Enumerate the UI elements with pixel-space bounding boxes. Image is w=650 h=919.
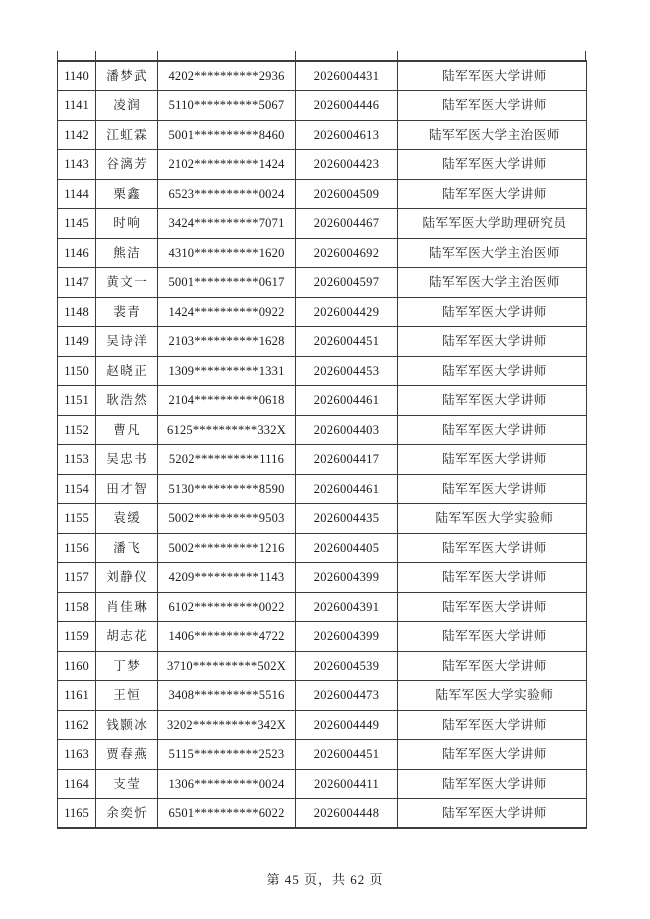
table-row xyxy=(58,327,587,357)
title-cell: 陆军军医大学讲师 xyxy=(398,297,587,327)
admission-number-cell: 2026004539 xyxy=(296,651,398,681)
name-cell: 江虹霖 xyxy=(96,120,158,150)
seq-cell: 1153 xyxy=(58,445,96,475)
name-cell: 钱颢冰 xyxy=(96,710,158,740)
name-cell: 胡志花 xyxy=(96,622,158,652)
seq-cell: 1144 xyxy=(58,179,96,209)
admission-number-cell: 2026004391 xyxy=(296,592,398,622)
id-number-cell: 4202**********2936 xyxy=(158,61,296,91)
id-number-cell: 6102**********0022 xyxy=(158,592,296,622)
title-cell: 陆军军医大学主治医师 xyxy=(398,238,587,268)
title-cell: 陆军军医大学讲师 xyxy=(398,799,587,829)
title-cell: 陆军军医大学讲师 xyxy=(398,592,587,622)
table-row xyxy=(58,651,587,681)
seq-cell: 1146 xyxy=(58,238,96,268)
id-number-cell: 3424**********7071 xyxy=(158,209,296,239)
title-cell: 陆军军医大学讲师 xyxy=(398,179,587,209)
title-cell: 陆军军医大学主治医师 xyxy=(398,268,587,298)
title-cell: 陆军军医大学讲师 xyxy=(398,386,587,416)
table-row xyxy=(58,592,587,622)
admission-number-cell: 2026004417 xyxy=(296,445,398,475)
name-cell: 赵晓正 xyxy=(96,356,158,386)
seq-cell: 1152 xyxy=(58,415,96,445)
name-cell: 袁缓 xyxy=(96,504,158,534)
name-cell: 支莹 xyxy=(96,769,158,799)
id-number-cell: 6125**********332X xyxy=(158,415,296,445)
title-cell: 陆军军医大学讲师 xyxy=(398,150,587,180)
seq-cell: 1165 xyxy=(58,799,96,829)
table-row xyxy=(58,710,587,740)
table-row xyxy=(58,120,587,150)
id-number-cell: 2102**********1424 xyxy=(158,150,296,180)
admission-number-cell: 2026004435 xyxy=(296,504,398,534)
seq-cell: 1162 xyxy=(58,710,96,740)
title-cell: 陆军军医大学讲师 xyxy=(398,474,587,504)
name-cell: 潘梦武 xyxy=(96,61,158,91)
seq-cell: 1158 xyxy=(58,592,96,622)
id-number-cell: 4310**********1620 xyxy=(158,238,296,268)
table-row xyxy=(58,297,587,327)
admission-number-cell: 2026004431 xyxy=(296,61,398,91)
admission-number-cell: 2026004429 xyxy=(296,297,398,327)
admission-number-cell: 2026004461 xyxy=(296,474,398,504)
admission-number-cell: 2026004451 xyxy=(296,327,398,357)
seq-cell: 1145 xyxy=(58,209,96,239)
table-body xyxy=(58,61,587,828)
title-cell: 陆军军医大学讲师 xyxy=(398,61,587,91)
seq-cell: 1149 xyxy=(58,327,96,357)
table-row xyxy=(58,563,587,593)
admission-number-cell: 2026004411 xyxy=(296,769,398,799)
title-cell: 陆军军医大学讲师 xyxy=(398,533,587,563)
seq-cell: 1151 xyxy=(58,386,96,416)
admission-number-cell: 2026004692 xyxy=(296,238,398,268)
table-row xyxy=(58,769,587,799)
table-row xyxy=(58,150,587,180)
table-row xyxy=(58,740,587,770)
name-cell: 耿浩然 xyxy=(96,386,158,416)
table-row xyxy=(58,415,587,445)
title-cell: 陆军军医大学讲师 xyxy=(398,563,587,593)
id-number-cell: 2104**********0618 xyxy=(158,386,296,416)
roster-table xyxy=(57,60,587,829)
id-number-cell: 5110**********5067 xyxy=(158,91,296,121)
table-row xyxy=(58,681,587,711)
table-row xyxy=(58,268,587,298)
name-cell: 刘静仪 xyxy=(96,563,158,593)
id-number-cell: 1309**********1331 xyxy=(158,356,296,386)
seq-cell: 1164 xyxy=(58,769,96,799)
table-row xyxy=(58,622,587,652)
seq-cell: 1154 xyxy=(58,474,96,504)
name-cell: 黄文一 xyxy=(96,268,158,298)
table-row xyxy=(58,533,587,563)
id-number-cell: 4209**********1143 xyxy=(158,563,296,593)
id-number-cell: 3408**********5516 xyxy=(158,681,296,711)
title-cell: 陆军军医大学讲师 xyxy=(398,91,587,121)
name-cell: 时响 xyxy=(96,209,158,239)
name-cell: 贾春燕 xyxy=(96,740,158,770)
name-cell: 曹凡 xyxy=(96,415,158,445)
title-cell: 陆军军医大学讲师 xyxy=(398,651,587,681)
page-footer: 第 45 页，共 62 页 xyxy=(266,872,384,887)
table-row xyxy=(58,474,587,504)
table-row xyxy=(58,179,587,209)
name-cell: 潘飞 xyxy=(96,533,158,563)
admission-number-cell: 2026004473 xyxy=(296,681,398,711)
name-cell: 田才智 xyxy=(96,474,158,504)
id-number-cell: 6501**********6022 xyxy=(158,799,296,829)
title-cell: 陆军军医大学助理研究员 xyxy=(398,209,587,239)
seq-cell: 1150 xyxy=(58,356,96,386)
id-number-cell: 5001**********0617 xyxy=(158,268,296,298)
table-row xyxy=(58,356,587,386)
title-cell: 陆军军医大学讲师 xyxy=(398,769,587,799)
id-number-cell: 3710**********502X xyxy=(158,651,296,681)
table-row xyxy=(58,799,587,829)
title-cell: 陆军军医大学实验师 xyxy=(398,681,587,711)
table-row xyxy=(58,386,587,416)
seq-cell: 1156 xyxy=(58,533,96,563)
admission-number-cell: 2026004446 xyxy=(296,91,398,121)
seq-cell: 1163 xyxy=(58,740,96,770)
id-number-cell: 3202**********342X xyxy=(158,710,296,740)
name-cell: 吴诗洋 xyxy=(96,327,158,357)
table-row xyxy=(58,61,587,91)
name-cell: 谷漓芳 xyxy=(96,150,158,180)
seq-cell: 1157 xyxy=(58,563,96,593)
title-cell: 陆军军医大学讲师 xyxy=(398,327,587,357)
id-number-cell: 5130**********8590 xyxy=(158,474,296,504)
seq-cell: 1141 xyxy=(58,91,96,121)
seq-cell: 1155 xyxy=(58,504,96,534)
seq-cell: 1160 xyxy=(58,651,96,681)
table-row xyxy=(58,209,587,239)
id-number-cell: 5002**********1216 xyxy=(158,533,296,563)
name-cell: 肖佳琳 xyxy=(96,592,158,622)
table-row xyxy=(58,504,587,534)
admission-number-cell: 2026004449 xyxy=(296,710,398,740)
admission-number-cell: 2026004509 xyxy=(296,179,398,209)
id-number-cell: 1306**********0024 xyxy=(158,769,296,799)
seq-cell: 1161 xyxy=(58,681,96,711)
id-number-cell: 5202**********1116 xyxy=(158,445,296,475)
seq-cell: 1143 xyxy=(58,150,96,180)
id-number-cell: 5001**********8460 xyxy=(158,120,296,150)
title-cell: 陆军军医大学讲师 xyxy=(398,622,587,652)
name-cell: 吴忠书 xyxy=(96,445,158,475)
admission-number-cell: 2026004467 xyxy=(296,209,398,239)
seq-cell: 1159 xyxy=(58,622,96,652)
title-cell: 陆军军医大学讲师 xyxy=(398,445,587,475)
admission-number-cell: 2026004399 xyxy=(296,622,398,652)
table-row xyxy=(58,445,587,475)
title-cell: 陆军军医大学讲师 xyxy=(398,710,587,740)
seq-cell: 1148 xyxy=(58,297,96,327)
id-number-cell: 5115**********2523 xyxy=(158,740,296,770)
table-row xyxy=(58,238,587,268)
admission-number-cell: 2026004403 xyxy=(296,415,398,445)
name-cell: 熊洁 xyxy=(96,238,158,268)
admission-number-cell: 2026004399 xyxy=(296,563,398,593)
seq-cell: 1140 xyxy=(58,61,96,91)
id-number-cell: 6523**********0024 xyxy=(158,179,296,209)
seq-cell: 1147 xyxy=(58,268,96,298)
id-number-cell: 2103**********1628 xyxy=(158,327,296,357)
name-cell: 凌润 xyxy=(96,91,158,121)
title-cell: 陆军军医大学讲师 xyxy=(398,740,587,770)
admission-number-cell: 2026004423 xyxy=(296,150,398,180)
admission-number-cell: 2026004448 xyxy=(296,799,398,829)
name-cell: 王恒 xyxy=(96,681,158,711)
id-number-cell: 1424**********0922 xyxy=(158,297,296,327)
id-number-cell: 1406**********4722 xyxy=(158,622,296,652)
name-cell: 裴青 xyxy=(96,297,158,327)
title-cell: 陆军军医大学讲师 xyxy=(398,356,587,386)
id-number-cell: 5002**********9503 xyxy=(158,504,296,534)
admission-number-cell: 2026004613 xyxy=(296,120,398,150)
seq-cell: 1142 xyxy=(58,120,96,150)
title-cell: 陆军军医大学实验师 xyxy=(398,504,587,534)
admission-number-cell: 2026004597 xyxy=(296,268,398,298)
admission-number-cell: 2026004451 xyxy=(296,740,398,770)
name-cell: 余奕忻 xyxy=(96,799,158,829)
name-cell: 丁梦 xyxy=(96,651,158,681)
admission-number-cell: 2026004453 xyxy=(296,356,398,386)
title-cell: 陆军军医大学讲师 xyxy=(398,415,587,445)
admission-number-cell: 2026004405 xyxy=(296,533,398,563)
title-cell: 陆军军医大学主治医师 xyxy=(398,120,587,150)
table-row xyxy=(58,91,587,121)
admission-number-cell: 2026004461 xyxy=(296,386,398,416)
name-cell: 栗鑫 xyxy=(96,179,158,209)
